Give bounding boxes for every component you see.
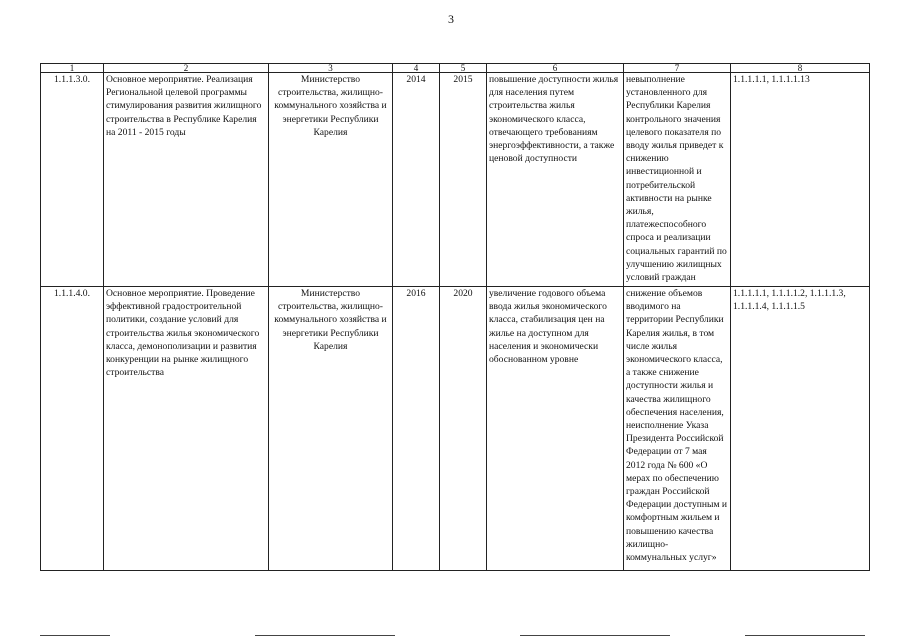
start-year: 2014 — [393, 73, 440, 287]
table-row — [41, 73, 870, 287]
related-indicators: 1.1.1.1.1, 1.1.1.1.13 — [731, 73, 870, 287]
non-implementation-consequences: невыполнение установленного для Республики Карелия контрольного значения целевого показателя по вводу жилья приведет к снижению инвестиционной и потребительской активности на рынке жилья, платежеспособного спроса и реализации социальных гарантий по улучшению жилищных условий граждан — [624, 73, 731, 287]
measure-name: Основное мероприятие. Реализация Региональной целевой программы стимулирования развития жилищного строительства в Республике Карелия на 2011 - 2015 годы — [104, 73, 269, 287]
measures-table — [40, 63, 870, 571]
start-year: 2016 — [393, 287, 440, 571]
header-row — [41, 64, 870, 73]
page-number: 3 — [448, 12, 454, 26]
expected-result: повышение доступности жилья для населения путем строительства жилья экономического класса, отвечающего требованиям энергоэффективности, а также ценовой доступности — [487, 73, 624, 287]
measure-code: 1.1.1.3.0. — [41, 73, 104, 287]
column-header: 7 — [624, 64, 731, 73]
column-header: 4 — [393, 64, 440, 73]
end-year: 2015 — [440, 73, 487, 287]
column-header: 1 — [41, 64, 104, 73]
non-implementation-consequences: снижение объемов вводимого на территории Республики Карелия жилья, в том числе жилья экономического класса, а также снижение доступности жилья и качества жилищного обеспечения населения, неисполнение Указа Президента Российской Федерации от 7 мая 2012 года № 600 «О мерах по обеспечению граждан Российской Федерации доступным и комфортным жильем и повышению качества жилищно-коммунальных услуг» — [624, 287, 731, 571]
scan-footer-artifact — [0, 632, 905, 640]
responsible-executor: Министерство строительства, жилищно-коммунального хозяйства и энергетики Республики Карелия — [269, 287, 393, 571]
table-row — [41, 287, 870, 571]
responsible-executor: Министерство строительства, жилищно-коммунального хозяйства и энергетики Республики Карелия — [269, 73, 393, 287]
column-header: 2 — [104, 64, 269, 73]
column-header: 8 — [731, 64, 870, 73]
expected-result: увеличение годового объема ввода жилья экономического класса, стабилизация цен на жилье на доступном для населения и экономически обоснованном уровне — [487, 287, 624, 571]
measure-name: Основное мероприятие. Проведение эффективной градостроительной политики, создание условий для строительства жилья экономического класса, демонополизации и развития конкуренции на рынке жилищного строительства — [104, 287, 269, 571]
column-header: 3 — [269, 64, 393, 73]
end-year: 2020 — [440, 287, 487, 571]
measure-code: 1.1.1.4.0. — [41, 287, 104, 571]
column-header: 5 — [440, 64, 487, 73]
related-indicators: 1.1.1.1.1, 1.1.1.1.2, 1.1.1.1.3, 1.1.1.1.4, 1.1.1.1.5 — [731, 287, 870, 571]
column-header: 6 — [487, 64, 624, 73]
